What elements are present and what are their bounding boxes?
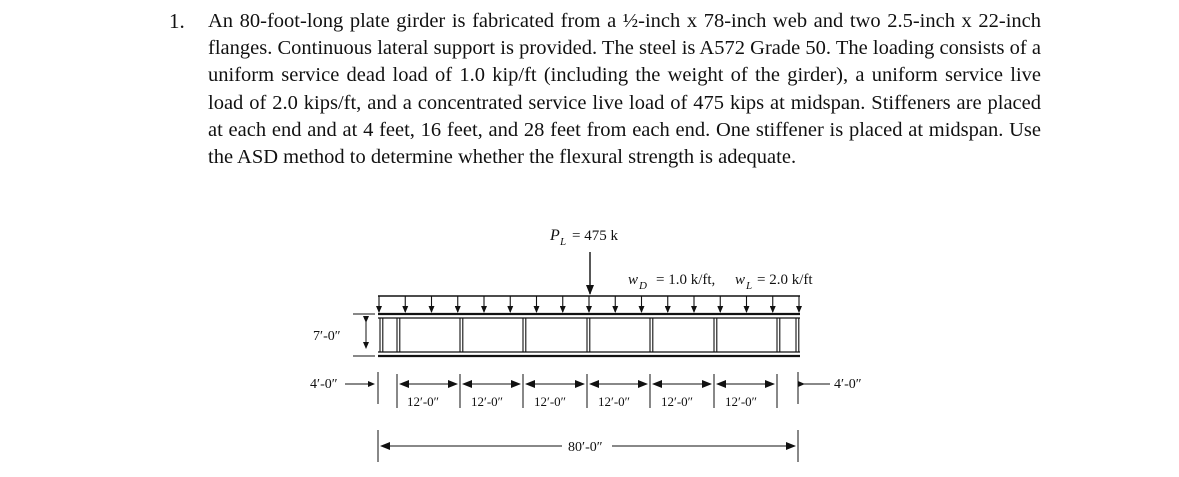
total-span-dimension xyxy=(378,430,798,462)
wl-subscript: L xyxy=(746,280,753,292)
stiffeners xyxy=(380,318,799,352)
problem-text: An 80-foot-long plate girder is fabricated from a ½-inch x 78-inch web and two 2.5-inch x 22-inch flanges. Continuous lateral support is provided. The steel is A572 Grade 50. The loading consists of a uniform service dead load of 1.0 kip/ft (including the weight of the girder), a uniform service live load of 2.0 kips/ft, and a concentrated service live load of 475 kips at midspan. Stiffeners are placed at each end and at 4 feet, 16 feet, and 28 feet from each end. One stiffener is placed at midspan. Use the ASD method to determine whether the flexural strength is adequate. xyxy=(208,10,1041,169)
panel-dimension-set xyxy=(397,374,777,409)
wl-symbol: w xyxy=(735,272,746,288)
wd-symbol: w xyxy=(628,272,639,288)
end-panel-right-label: 4′-0″ xyxy=(834,377,862,392)
point-load-value: = 475 k xyxy=(572,228,618,244)
end-panel-left-label: 4′-0″ xyxy=(310,377,338,392)
wl-value: = 2.0 k/ft xyxy=(757,272,813,288)
panel-dimension-label: 12′-0″ xyxy=(534,394,567,409)
panel-dimension-label: 12′-0″ xyxy=(661,394,694,409)
problem-number: 1. xyxy=(169,9,185,33)
panel-dimension-label: 12′-0″ xyxy=(471,394,504,409)
point-load-symbol: P xyxy=(550,227,560,244)
depth-label: 7′-0″ xyxy=(313,329,341,344)
panel-dimensions xyxy=(310,372,862,409)
depth-dimension xyxy=(313,314,375,356)
panel-dimension-label: 12′-0″ xyxy=(407,394,440,409)
distributed-load-arrows xyxy=(379,296,799,312)
wd-value: = 1.0 k/ft, xyxy=(656,272,716,288)
panel-dimension-label: 12′-0″ xyxy=(725,394,758,409)
panel-dimension-label: 12′-0″ xyxy=(598,394,631,409)
point-load xyxy=(549,227,618,294)
point-load-subscript: L xyxy=(560,236,567,248)
total-span-label: 80′-0″ xyxy=(568,440,603,455)
wd-subscript: D xyxy=(639,280,647,292)
distributed-load-label xyxy=(628,272,813,292)
